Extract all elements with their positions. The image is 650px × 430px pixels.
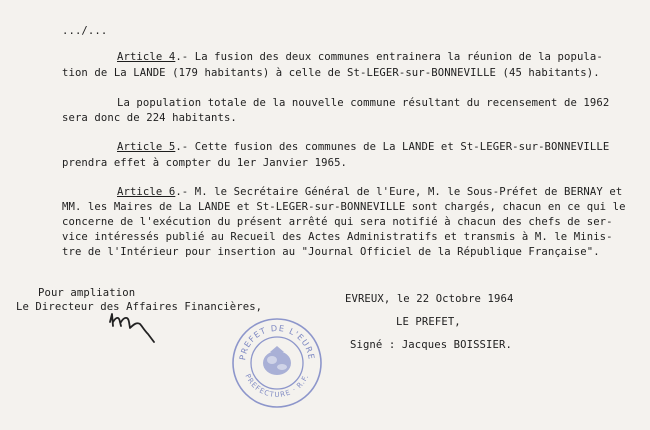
article-6-line-4: vice intéressés publié au Recueil des Actes Administratifs et transmis à M. le Minis- bbox=[62, 231, 613, 243]
article-5-line-1 bbox=[117, 141, 609, 154]
article-4-line-1 bbox=[117, 51, 603, 64]
article-6-text: .- M. le Secrétaire Général de l'Eure, M. le Sous-Préfet de BERNAY et bbox=[175, 186, 623, 198]
article-5-line-2: prendra effet à compter du 1er Janvier 1965. bbox=[62, 157, 348, 169]
article-5-text: .- Cette fusion des communes de La LANDE et St-LEGER-sur-BONNEVILLE bbox=[175, 141, 610, 153]
ampliation-line-2: Le Directeur des Affaires Financières, bbox=[16, 301, 263, 313]
svg-text:PREFECTURE · R.F.: PREFECTURE · R.F. bbox=[243, 372, 311, 400]
article-6-label: Article 6 bbox=[117, 186, 176, 198]
place-date: EVREUX, le 22 Octobre 1964 bbox=[345, 293, 514, 305]
population-line-1: La population totale de la nouvelle commune résultant du recensement de 1962 bbox=[117, 97, 610, 109]
continuation-mark: .../... bbox=[62, 25, 108, 37]
article-6-line-5: tre de l'Intérieur pour insertion au "Journal Officiel de la République Française". bbox=[62, 246, 600, 258]
article-4-label: Article 4 bbox=[117, 51, 176, 63]
article-6-line-2: MM. les Maires de La LANDE et St-LEGER-sur-BONNEVILLE sont chargés, chacun en ce qui le bbox=[62, 201, 626, 213]
official-stamp bbox=[230, 316, 324, 410]
handwritten-signature bbox=[104, 300, 160, 346]
article-4-line-2: tion de La LANDE (179 habitants) à celle de St-LEGER-sur-BONNEVILLE (45 habitants). bbox=[62, 67, 600, 79]
article-5-label: Article 5 bbox=[117, 141, 176, 153]
svg-text:PREFET DE L'EURE: PREFET DE L'EURE bbox=[237, 322, 317, 361]
article-4-text: .- La fusion des deux communes entrainera la réunion de la popula- bbox=[175, 51, 603, 63]
signed-line: Signé : Jacques BOISSIER. bbox=[350, 339, 512, 351]
article-6-line-1 bbox=[117, 186, 622, 199]
population-line-2: sera donc de 224 habitants. bbox=[62, 112, 237, 124]
ampliation-line-1: Pour ampliation bbox=[38, 287, 136, 299]
article-6-line-3: concerne de l'exécution du présent arrêté qui sera notifié à chacun des chefs de ser- bbox=[62, 216, 613, 228]
prefet-title: LE PREFET, bbox=[396, 316, 461, 328]
